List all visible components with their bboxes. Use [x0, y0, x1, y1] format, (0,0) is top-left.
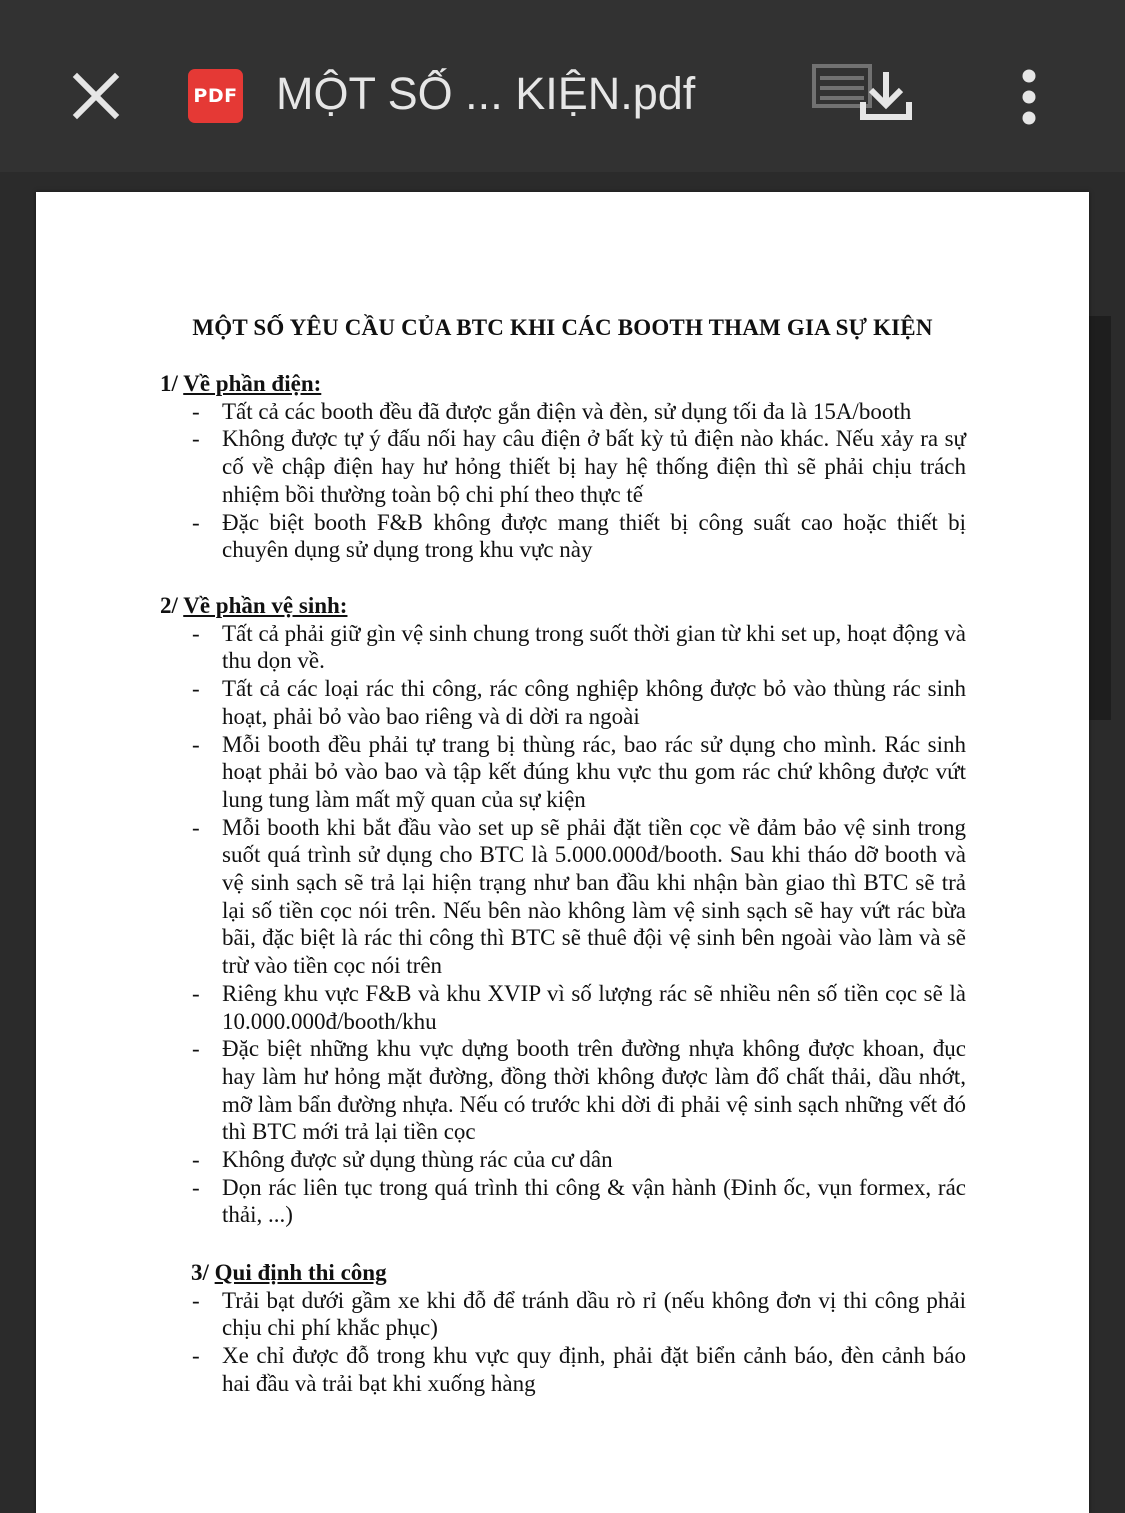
list-item: - Mỗi booth đều phải tự trang bị thùng rác, bao rác sử dụng cho mình. Rác sinh hoạt phải bỏ vào bao và tập kết đúng khu vực thu gom rác chứ không được vứt lung tung làm mất mỹ quan của sự kiện [160, 731, 966, 814]
list-item: - Không được tự ý đấu nối hay câu điện ở bất kỳ tủ điện nào khác. Nếu xảy ra sự cố về chập điện hay hư hỏng thiết bị hay hệ thống điện thì sẽ phải chịu trách nhiệm bồi thường toàn bộ chi phí theo thực tế [160, 425, 966, 508]
download-icon [858, 68, 914, 124]
more-vert-icon [1010, 68, 1048, 126]
next-page-edge [1089, 316, 1111, 720]
section-electric [160, 370, 966, 564]
close-icon [62, 62, 130, 130]
top-app-bar [0, 0, 1125, 172]
section-title: 3/ Qui định thi công [191, 1260, 387, 1285]
list-item: - Đặc biệt những khu vực dựng booth trên đường nhựa không được khoan, đục hay làm hư hỏng mặt đường, đồng thời không được làm đổ chất thải, dầu nhớt, mỡ làm bẩn đường nhựa. Nếu có trước khi dời đi phải vệ sinh sạch những vết đó thì BTC mới trả lại tiền cọc [160, 1035, 966, 1146]
list-item: - Xe chỉ được đỗ trong khu vực quy định, phải đặt biển cảnh báo, đèn cảnh báo hai đầu và trải bạt khi xuống hàng [160, 1342, 966, 1397]
list-item: - Tất cả các loại rác thi công, rác công nghiệp không được bỏ vào thùng rác sinh hoạt, phải bỏ vào bao riêng và di dời ra ngoài [160, 675, 966, 730]
list-item: - Dọn rác liên tục trong quá trình thi công & vận hành (Đinh ốc, vụn formex, rác thải, ...) [160, 1174, 966, 1229]
close-button[interactable] [62, 62, 130, 130]
list-item: - Mỗi booth khi bắt đầu vào set up sẽ phải đặt tiền cọc về đảm bảo vệ sinh trong suốt quá trình sử dụng cho BTC là 5.000.000đ/booth. Sau khi tháo dỡ booth và vệ sinh sạch sẽ trả lại hiện trạng như ban đầu khi nhận bàn giao thì BTC sẽ trả lại số tiền cọc nói trên. Nếu bên nào không làm vệ sinh sạch sẽ hay vứt rác bừa bãi, đặc biệt là rác thi công thì BTC sẽ thuê đội vệ sinh bên ngoài vào làm và sẽ trừ vào tiền cọc nói trên [160, 814, 966, 980]
list-item: - Riêng khu vực F&B và khu XVIP vì số lượng rác sẽ nhiều nên số tiền cọc sẽ là 10.000.000đ/booth/khu [160, 980, 966, 1035]
download-button[interactable] [858, 68, 914, 124]
list-item: - Trải bạt dưới gầm xe khi đỗ để tránh dầu rò rỉ (nếu không đơn vị thi công phải chịu chi phí khắc phục) [160, 1287, 966, 1342]
document-title: MỘT SỐ ... KIỆN.pdf [276, 68, 696, 119]
more-options-button[interactable] [1010, 68, 1048, 126]
document-heading: MỘT SỐ YÊU CẦU CỦA BTC KHI CÁC BOOTH THAM GIA SỰ KIỆN [192, 315, 933, 340]
list-item: - Tất cả phải giữ gìn vệ sinh chung trong suốt thời gian từ khi set up, hoạt động và thu dọn về. [160, 620, 966, 675]
list-item: - Tất cả các booth đều đã được gắn điện và đèn, sử dụng tối đa là 15A/booth [160, 398, 966, 426]
section-sanitation [160, 592, 966, 1229]
pdf-file-icon: PDF [188, 69, 243, 123]
list-item: - Đặc biệt booth F&B không được mang thiết bị công suất cao hoặc thiết bị chuyên dụng sử dụng trong khu vực này [160, 509, 966, 564]
section-title: 1/ Về phần điện: [160, 371, 322, 396]
section-title: 2/ Về phần vệ sinh: [160, 593, 348, 618]
section-construction [160, 1259, 966, 1398]
pdf-page[interactable] [36, 192, 1089, 1513]
list-item: - Không được sử dụng thùng rác của cư dân [160, 1146, 966, 1174]
